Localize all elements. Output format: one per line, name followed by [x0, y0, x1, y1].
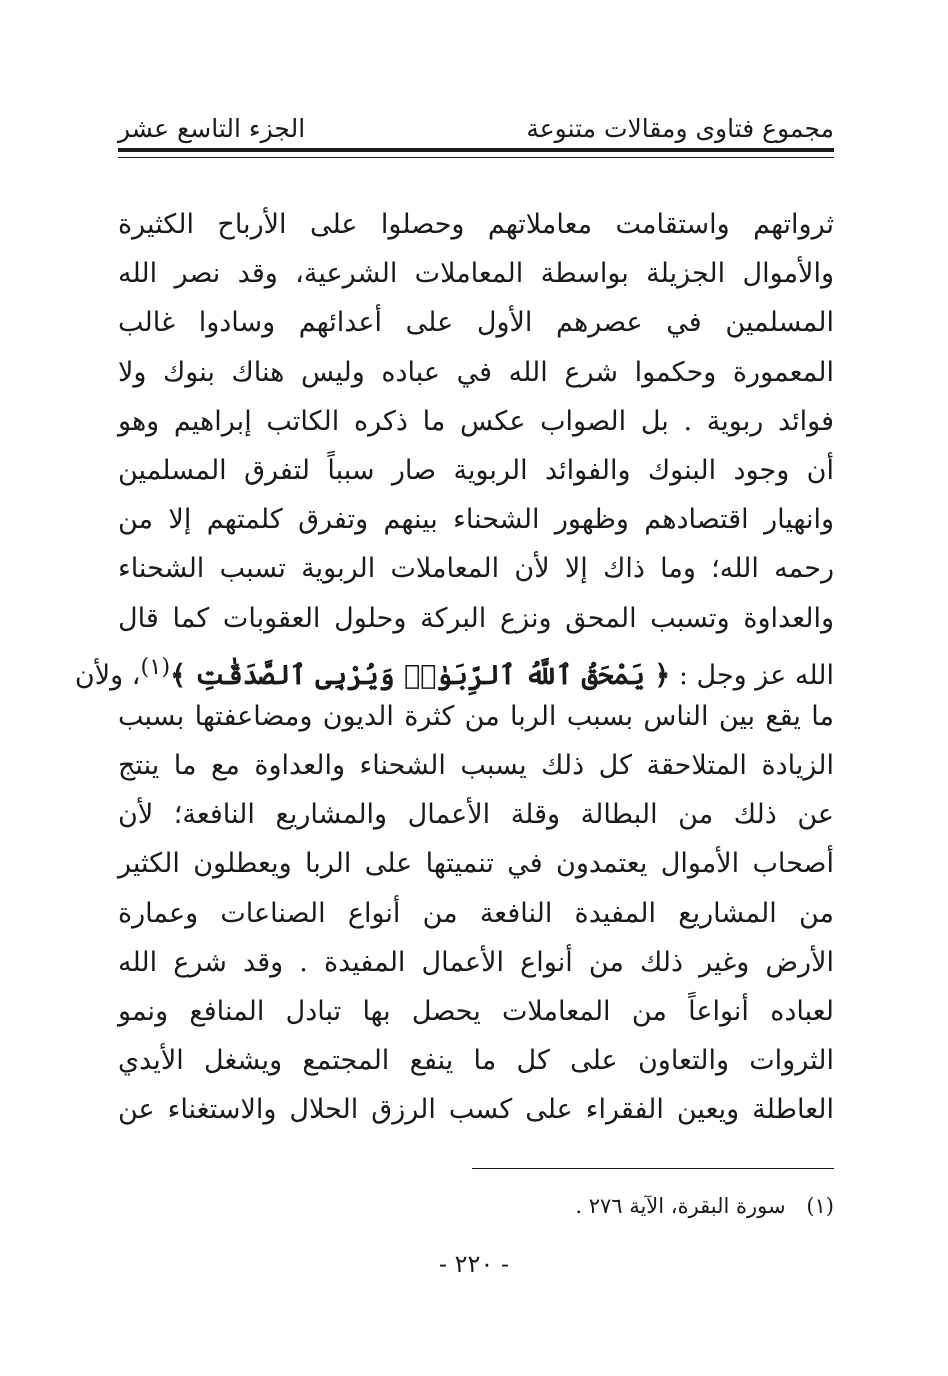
- text-line: الزيادة المتلاحقة كل ذلك يسبب الشحناء والعداوة مع ما ينتج: [118, 750, 834, 782]
- text-line: أصحاب الأموال يعتمدون في تنميتها على الربا ويعطلون الكثير: [118, 848, 834, 880]
- text-line: أن وجود البنوك والفوائد الربوية صار سبباً لتفرق المسلمين: [118, 454, 834, 486]
- footnote-text: سورة البقرة، الآية ٢٧٦ .: [575, 1194, 786, 1218]
- running-header: [118, 108, 834, 148]
- text-line: ثرواتهم واستقامت معاملاتهم وحصلوا على الأرباح الكثيرة: [118, 209, 834, 240]
- text-line: المعمورة وحكموا شرع الله في عباده وليس هناك بنوك ولا: [118, 356, 834, 388]
- text-line: العاطلة ويعين الفقراء على كسب الرزق الحلال والاستغناء عن: [118, 1094, 834, 1126]
- book-title: مجموع فتاوى ومقالات متنوعة: [526, 113, 834, 143]
- quran-citation-line: [74, 643, 834, 692]
- body-text: [74, 200, 834, 1135]
- volume-label: الجزء التاسع عشر: [118, 113, 306, 143]
- footnote-marker: (١): [806, 1194, 834, 1218]
- text-line: عن ذلك من البطالة وقلة الأعمال والمشاريع النافعة؛ لأن: [118, 799, 834, 831]
- text-line: وانهيار اقتصادهم وظهور الشحناء بينهم وتفرق كلمتهم إلا من: [118, 504, 834, 536]
- text-line: ما يقع بين الناس بسبب الربا من كثرة الديون ومضاعفتها بسبب: [118, 700, 834, 732]
- footnote-separator: [472, 1168, 834, 1169]
- text-line: الثروات والتعاون على كل ما ينفع المجتمع ويشغل الأيدي: [118, 1045, 834, 1077]
- text-line: والعداوة وتسبب المحق ونزع البركة وحلول العقوبات كما قال: [118, 602, 834, 634]
- quran-verse: ﴿ يَمْحَقُ ٱللَّهُ ٱلرِّبَوٰا۟ وَيُرْبِى ٱلصَّدَقَٰتِ ﴾: [170, 659, 671, 691]
- header-rule-thick: [118, 148, 834, 152]
- page-number: - ٢٢٠ -: [438, 1250, 510, 1278]
- text-line: من المشاريع المفيدة النافعة من أنواع الصناعات وعمارة: [118, 897, 834, 929]
- footnote: [118, 1190, 834, 1222]
- quran-continuation: ، ولأن: [74, 659, 141, 691]
- quran-intro: الله عز وجل :: [678, 659, 834, 691]
- text-line: والأموال الجزيلة بواسطة المعاملات الشرعية، وقد نصر الله: [118, 258, 834, 290]
- text-line: الأرض وغير ذلك من أنواع الأعمال المفيدة . وقد شرع الله: [118, 946, 834, 978]
- text-line: فوائد ربوية . بل الصواب عكس ما ذكره الكاتب إبراهيم وهو: [118, 405, 834, 437]
- text-line: رحمه الله؛ وما ذاك إلا لأن المعاملات الربوية تسبب الشحناء: [118, 553, 834, 585]
- footnote-reference[interactable]: (١): [140, 653, 171, 680]
- header-rule-thin: [118, 157, 834, 158]
- text-line: لعباده أنواعاً من المعاملات يحصل بها تبادل المنافع ونمو: [118, 996, 834, 1027]
- text-line: المسلمين في عصرهم الأول على أعدائهم وسادوا غالب: [118, 307, 834, 339]
